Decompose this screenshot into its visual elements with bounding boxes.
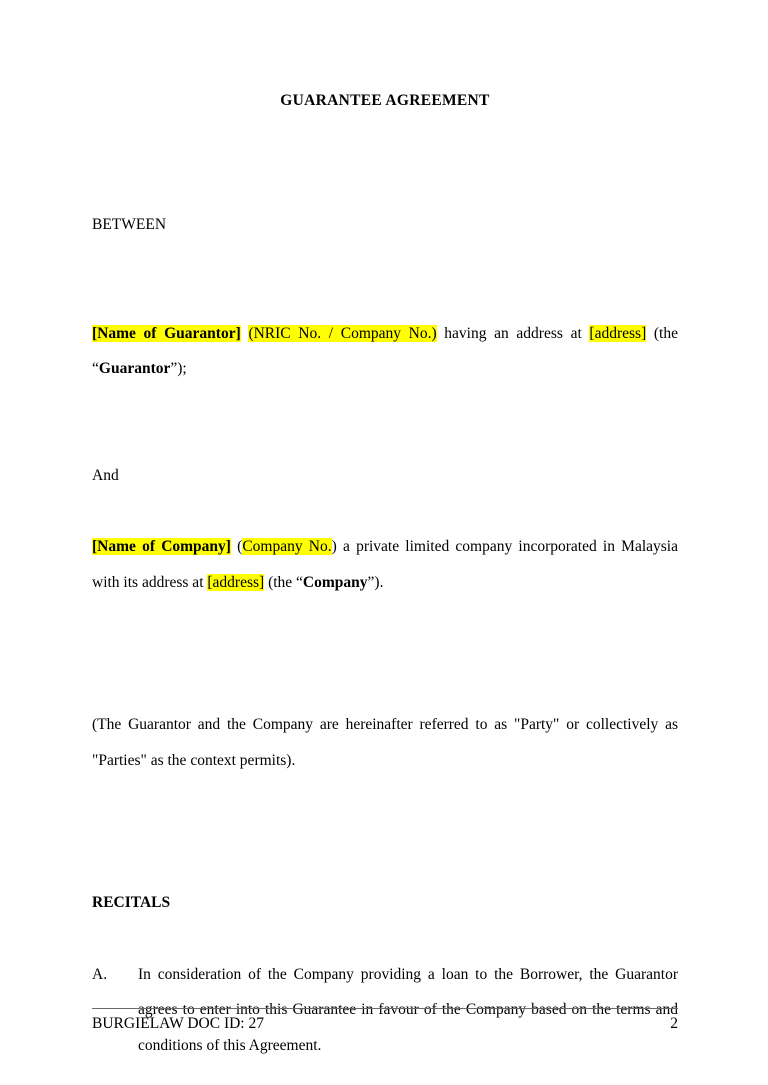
guarantor-defined-term: Guarantor (98, 360, 171, 377)
recitals-heading: RECITALS (92, 894, 171, 911)
document-body (92, 0, 678, 1063)
company-paren-open: ( (230, 538, 243, 555)
guarantor-clause-paragraph (92, 243, 678, 387)
company-tail-open: (the “ (264, 573, 303, 591)
between-label: BETWEEN (92, 216, 167, 233)
company-defined-term: Company (302, 573, 368, 591)
guarantor-name-placeholder: [Name of Guarantor] (92, 324, 241, 342)
company-address-placeholder: [address] (207, 573, 265, 591)
company-name-placeholder: [Name of Company] (92, 538, 231, 555)
recital-item (92, 921, 678, 1064)
recital-text: In consideration of the Company providing a loan to the Borrower, the Guarantor agrees to enter into this Guarantee in favour of the Company based on the terms and conditions of this Agreement. (138, 965, 678, 1054)
page-title: GUARANTEE AGREEMENT (280, 92, 490, 109)
parties-clause-paragraph: (The Guarantor and the Company are hereinafter referred to as "Party" or collectively as "Parties" as the context permits). (92, 716, 678, 769)
footer-page-number: 2 (670, 1015, 678, 1032)
recital-label: A. (92, 965, 108, 983)
and-label: And (92, 466, 119, 484)
guarantor-mid-text: having an address at (436, 324, 590, 342)
guarantor-tail-open: (the “ (92, 324, 678, 377)
company-paren-close: ) (331, 538, 337, 555)
company-number-placeholder: Company No. (242, 538, 332, 555)
company-clause-paragraph (92, 493, 678, 600)
company-tail-close: ”). (367, 573, 384, 591)
guarantor-id-placeholder: (NRIC No. / Company No.) (248, 324, 437, 342)
company-mid-text: a private limited company incorporated in Malaysia with its address at (92, 538, 678, 591)
footer-row (92, 1015, 678, 1033)
footer-divider (92, 1008, 678, 1009)
guarantor-address-placeholder: [address] (589, 324, 647, 342)
page-footer (92, 1008, 678, 1033)
guarantor-tail-close: ”); (170, 360, 187, 377)
footer-doc-id: BURGIELAW DOC ID: 27 (92, 1015, 264, 1032)
